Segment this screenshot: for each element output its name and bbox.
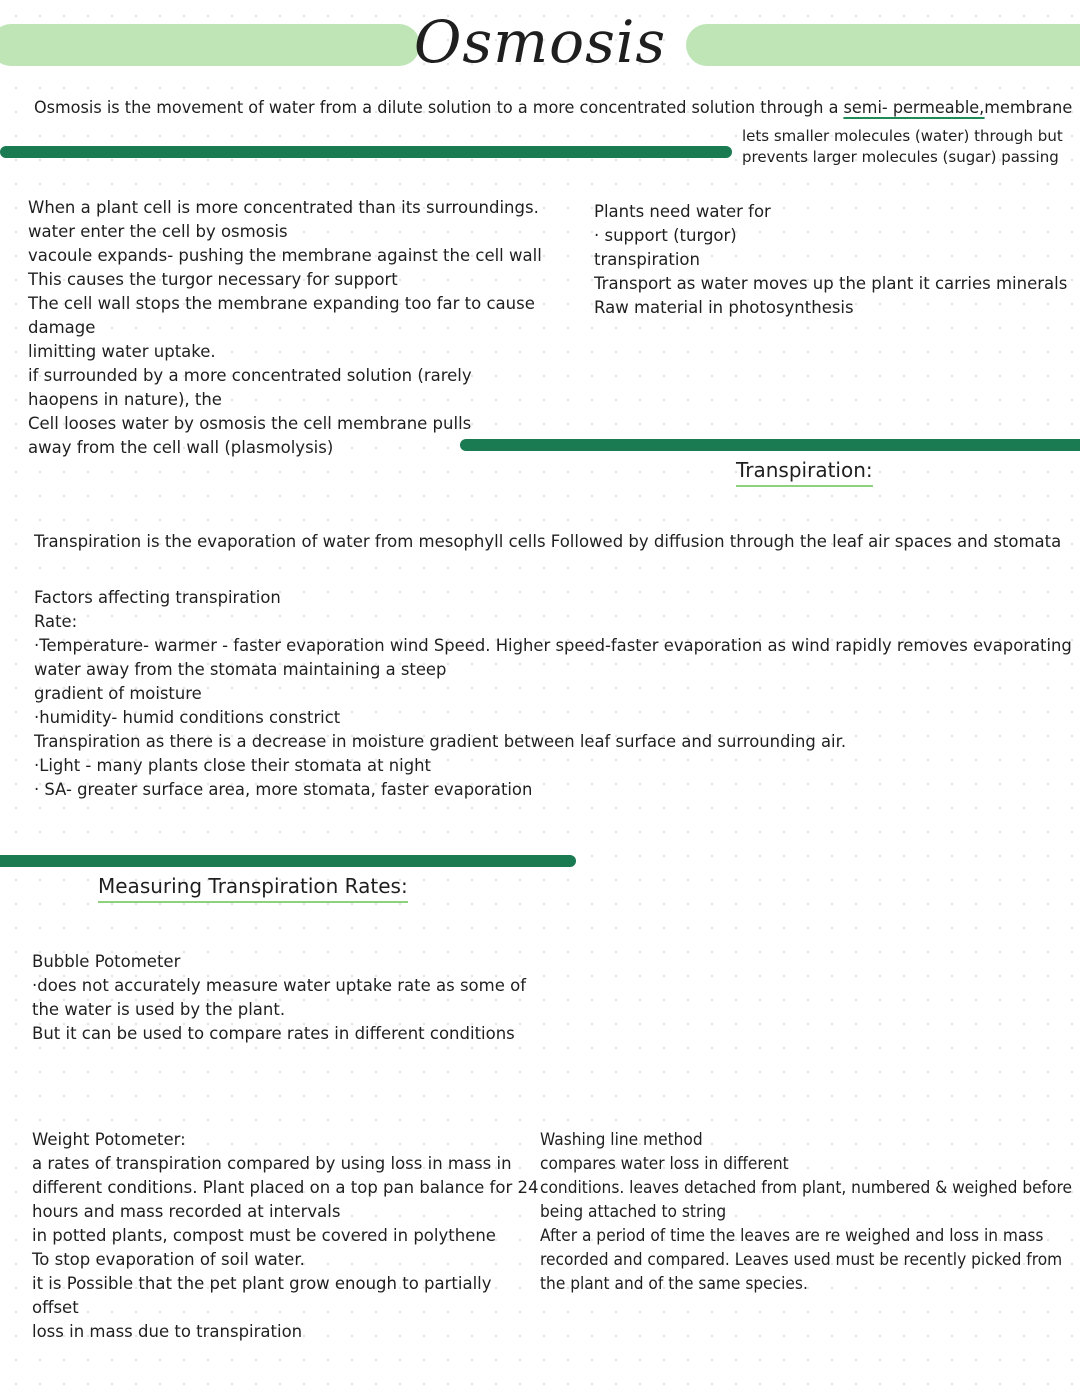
definition-suffix: membrane [984, 98, 1073, 117]
transpiration-heading: Transpiration: [736, 456, 873, 487]
note-line: Washing line method [540, 1130, 703, 1149]
note-line: recorded and compared. Leaves used must be recently picked from [540, 1250, 1063, 1269]
note-line: limitting water uptake. [28, 342, 216, 361]
note-line: But it can be used to compare rates in different conditions [32, 1024, 515, 1043]
note-line: loss in mass due to transpiration [32, 1322, 303, 1341]
note-line: conditions. leaves detached from plant, numbered & weighed before [540, 1178, 1072, 1197]
note-line: it is Possible that the pet plant grow enough to partially [32, 1274, 492, 1293]
note-line: When a plant cell is more concentrated than its surroundings. [28, 198, 539, 217]
note-line: water away from the stomata maintaining a steep [34, 660, 447, 679]
note-line: Rate: [34, 612, 78, 631]
divider-bar [0, 146, 732, 158]
measuring-heading: Measuring Transpiration Rates: [98, 872, 408, 903]
note-line: a rates of transpiration compared by using loss in mass in [32, 1154, 512, 1173]
membrane-note [742, 126, 1063, 168]
note-line: This causes the turgor necessary for support [28, 270, 398, 289]
osmosis-definition [34, 96, 1072, 120]
note-line: vacoule expands- pushing the membrane against the cell wall [28, 246, 542, 265]
note-line: haopens in nature), the [28, 390, 222, 409]
bubble-potometer [32, 950, 526, 1046]
note-line: ·does not accurately measure water uptake rate as some of [32, 976, 527, 995]
note-line: The cell wall stops the membrane expanding too far to cause [28, 294, 535, 313]
note-line: ·Light - many plants close their stomata at night [34, 756, 431, 775]
note-line: water enter the cell by osmosis [28, 222, 288, 241]
note-line: Factors affecting transpiration [34, 588, 281, 607]
note-line: being attached to string [540, 1202, 727, 1221]
transpiration-factors [34, 586, 1072, 802]
note-line: ·Temperature- warmer - faster evaporation wind Speed. Higher speed-faster evaporation as wind rapidly removes evaporating [34, 636, 1072, 655]
transpiration-definition: Transpiration is the evaporation of water from mesophyll cells Followed by diffusion through the leaf air spaces and stomata [34, 532, 1062, 551]
note-line: the water is used by the plant. [32, 1000, 286, 1019]
note-line: Bubble Potometer [32, 952, 181, 971]
weight-potometer [32, 1128, 538, 1344]
note-line: compares water loss in different [540, 1154, 789, 1173]
note-line: offset [32, 1298, 79, 1317]
note-line: Weight Potometer: [32, 1130, 186, 1149]
note-line: Raw material in photosynthesis [594, 298, 854, 317]
note-line: damage [28, 318, 96, 337]
note-line: the plant and of the same species. [540, 1274, 808, 1293]
note-line: · SA- greater surface area, more stomata, faster evaporation [34, 780, 533, 799]
note-line: · support (turgor) [594, 226, 737, 245]
divider-bar [0, 855, 576, 867]
note-line: gradient of moisture [34, 684, 202, 703]
membrane-note-line: prevents larger molecules (sugar) passing [742, 148, 1059, 166]
note-line: ·humidity- humid conditions constrict [34, 708, 341, 727]
divider-bar [460, 439, 1080, 451]
note-line: Plants need water for [594, 202, 771, 221]
page-title: Osmosis [413, 8, 667, 76]
membrane-note-line: lets smaller molecules (water) through but [742, 127, 1063, 145]
semi-permeable-term: semi- permeable, [843, 98, 985, 117]
plants-need-water [594, 200, 1067, 320]
note-line: away from the cell wall (plasmolysis) [28, 438, 334, 457]
note-line: different conditions. Plant placed on a top pan balance for 24 [32, 1178, 539, 1197]
note-line: Cell looses water by osmosis the cell membrane pulls [28, 414, 472, 433]
note-line: Transport as water moves up the plant it carries minerals [594, 274, 1068, 293]
definition-prefix: Osmosis is the movement of water from a dilute solution to a more concentrated solution through a [34, 98, 839, 117]
note-line: To stop evaporation of soil water. [32, 1250, 305, 1269]
note-line: Transpiration as there is a decrease in moisture gradient between leaf surface and surrounding air. [34, 732, 847, 751]
note-line: transpiration [594, 250, 700, 269]
plant-cell-notes [28, 196, 542, 460]
note-line: if surrounded by a more concentrated solution (rarely [28, 366, 472, 385]
note-line: hours and mass recorded at intervals [32, 1202, 341, 1221]
note-line: in potted plants, compost must be covered in polythene [32, 1226, 496, 1245]
washing-line-method [540, 1128, 1072, 1296]
note-line: After a period of time the leaves are re weighed and loss in mass [540, 1226, 1044, 1245]
